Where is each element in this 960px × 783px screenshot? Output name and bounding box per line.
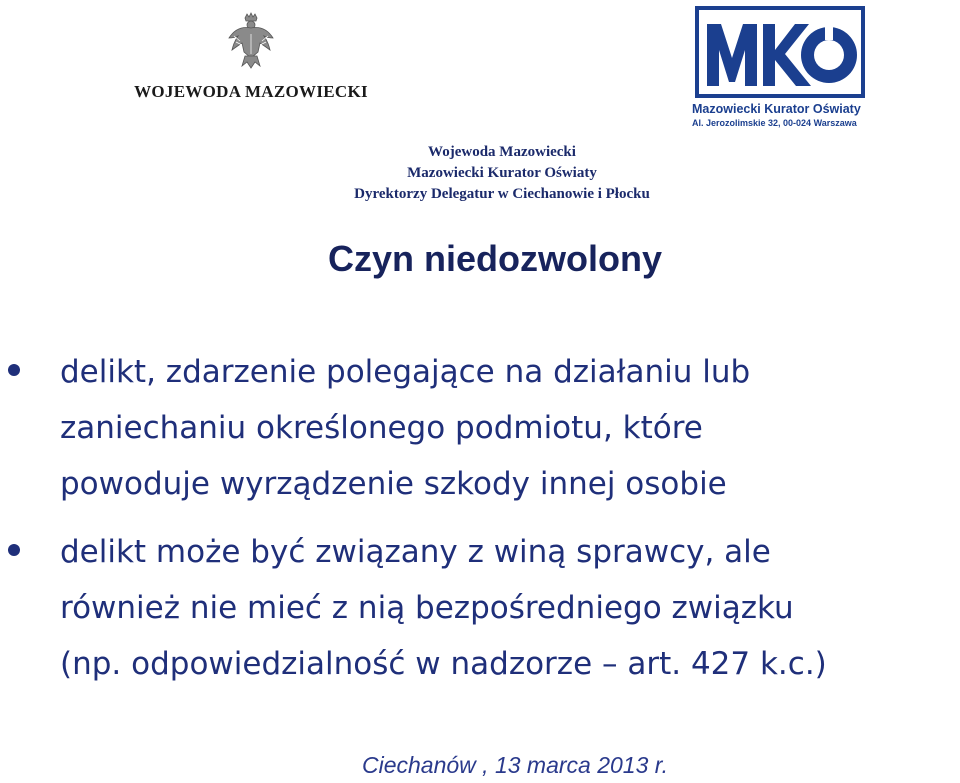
bullet-text-line: delikt, zdarzenie polegające na działaniu lub	[60, 354, 751, 390]
bullet-text-line: (np. odpowiedzialność w nadzorze – art. 427 k.c.)	[60, 646, 827, 682]
mko-name: Mazowiecki Kurator Oświaty	[692, 102, 861, 116]
bullet-text-line: zaniechaniu określonego podmiotu, które	[60, 410, 703, 446]
wojewoda-logo	[120, 10, 382, 100]
mko-logo	[692, 4, 872, 128]
slide-footer: Ciechanów , 13 marca 2013 r.	[362, 752, 668, 778]
eagle-icon	[226, 12, 276, 70]
author-line: Mazowiecki Kurator Oświaty	[407, 165, 597, 181]
slide-title: Czyn niedozwolony	[327, 238, 662, 279]
mko-address: Al. Jerozolimskie 32, 00-024 Warszawa	[692, 118, 857, 128]
wojewoda-logo-text: WOJEWODA MAZOWIECKI	[134, 82, 368, 101]
mko-emblem	[695, 6, 865, 98]
bullet-text-line: powoduje wyrządzenie szkody innej osobie	[60, 466, 727, 502]
bullet-list	[0, 344, 960, 692]
bullet-icon	[8, 364, 20, 376]
author-line: Wojewoda Mazowiecki	[428, 144, 576, 160]
bullet-item	[0, 344, 960, 512]
author-line: Dyrektorzy Delegatur w Ciechanowie i Płocku	[354, 186, 650, 202]
bullet-item	[0, 524, 960, 692]
bullet-icon	[8, 544, 20, 556]
authors-block	[0, 142, 960, 205]
bullet-text-line: również nie mieć z nią bezpośredniego związku	[60, 590, 794, 626]
bullet-text-line: delikt może być związany z winą sprawcy, ale	[60, 534, 771, 570]
